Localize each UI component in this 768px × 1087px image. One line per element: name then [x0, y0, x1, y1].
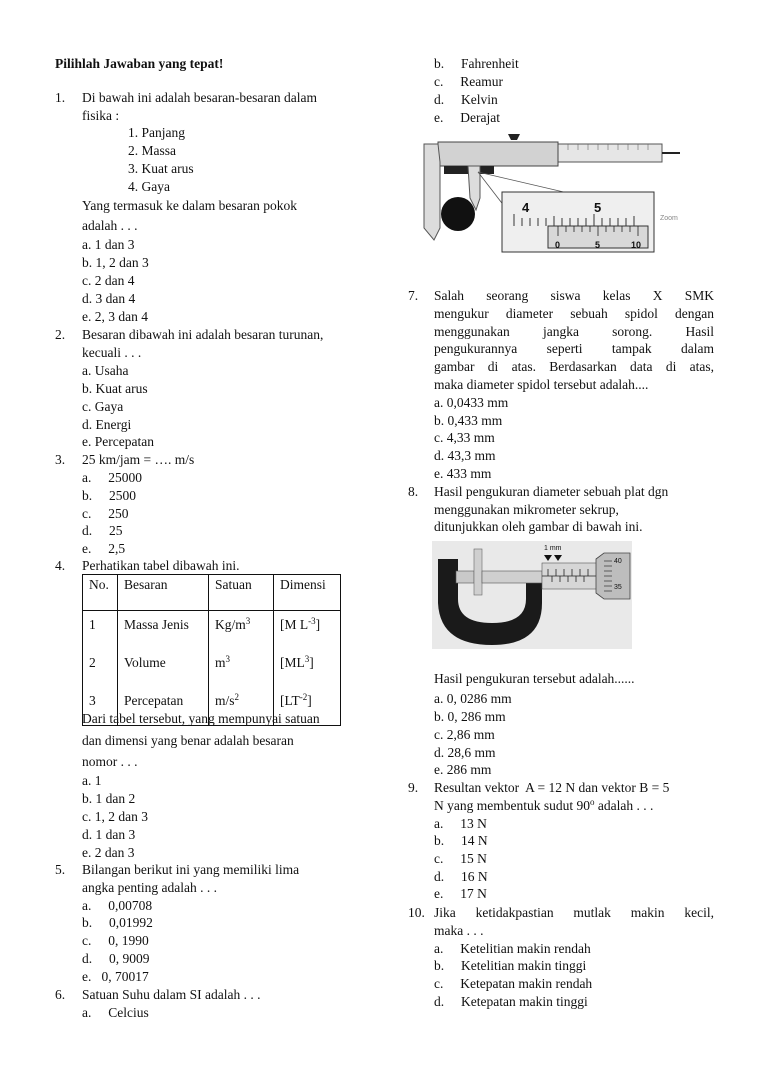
- q9-stem-text: N yang membentuk sudut 90: [434, 798, 590, 813]
- q8-option: c. 2,86 mm: [434, 727, 495, 742]
- dim-exponent: 3: [304, 654, 310, 664]
- q3-option: a. 25000: [82, 470, 142, 485]
- thimble-label: 40: [614, 558, 622, 565]
- q7-option: d. 43,3 mm: [434, 448, 496, 463]
- q9-stem-text: adalah . . .: [594, 798, 654, 813]
- q6-option: e. Derajat: [434, 110, 500, 125]
- dim-base: [M L: [280, 617, 309, 632]
- q10-stem-line2: maka . . .: [434, 923, 484, 938]
- q4-option: b. 1 dan 2: [82, 791, 136, 806]
- table-cell-besaran: [118, 611, 209, 726]
- q1-option: e. 2, 3 dan 4: [82, 309, 148, 324]
- q2-option: b. Kuat arus: [82, 381, 148, 396]
- dim-close: ]: [307, 693, 312, 708]
- q6-option: b. Fahrenheit: [434, 56, 519, 71]
- q3-option: c. 250: [82, 506, 129, 521]
- q10-stem-line1: Jika ketidakpastian mutlak makin kecil,: [434, 905, 714, 920]
- table-header-row: [83, 575, 341, 611]
- q4-option: c. 1, 2 dan 3: [82, 809, 148, 824]
- caliper-slider: [438, 142, 558, 166]
- q9-number: 9.: [408, 780, 419, 795]
- table-header: Satuan: [209, 575, 274, 611]
- q1-item: 3. Kuat arus: [128, 161, 194, 176]
- q8-stem-line2: menggunakan mikrometer sekrup,: [434, 502, 619, 517]
- dim-exponent: -3: [308, 616, 316, 626]
- main-scale-label: 4: [522, 200, 530, 215]
- q4-option: a. 1: [82, 773, 102, 788]
- vernier-label: 0: [555, 240, 561, 250]
- table-cell: [215, 649, 267, 687]
- q5-option: d. 0, 9009: [82, 951, 150, 966]
- dim-exponent: -2: [299, 692, 308, 702]
- q10-option: c. Ketepatan makin rendah: [434, 976, 593, 991]
- micrometer-anvil: [456, 571, 474, 583]
- q7-option: b. 0,433 mm: [434, 413, 503, 428]
- micrometer-plate: [474, 549, 482, 595]
- q5-option: a. 0,00708: [82, 898, 153, 913]
- q2-option: c. Gaya: [82, 399, 124, 414]
- table-cell: [280, 611, 334, 649]
- q7-number: 7.: [408, 288, 419, 303]
- page-heading: Pilihlah Jawaban yang tepat!: [55, 56, 224, 71]
- dimension-table: [82, 574, 341, 726]
- q8-option: d. 28,6 mm: [434, 745, 496, 760]
- q7-option: a. 0,0433 mm: [434, 395, 509, 410]
- thimble-label: 35: [614, 584, 622, 591]
- q7-option: e. 433 mm: [434, 466, 492, 481]
- q3-number: 3.: [55, 452, 66, 467]
- q6-option: d. Kelvin: [434, 92, 498, 107]
- q5-option: e. 0, 70017: [82, 969, 149, 984]
- q2-stem-line2: kecuali . . .: [82, 345, 142, 360]
- unit-exponent: 2: [234, 692, 240, 702]
- q1-item: 1. Panjang: [128, 125, 185, 140]
- q5-option: b. 0,01992: [82, 915, 153, 930]
- table-header: Besaran: [118, 575, 209, 611]
- table-cell-no: [83, 611, 118, 726]
- unit-base: m: [215, 655, 226, 670]
- q9-option: e. 17 N: [434, 886, 487, 901]
- q2-option: a. Usaha: [82, 363, 129, 378]
- q10-option: d. Ketepatan makin tinggi: [434, 994, 588, 1009]
- table-header: No.: [83, 575, 118, 611]
- q9-option: a. 13 N: [434, 816, 487, 831]
- q4-stem: Perhatikan tabel dibawah ini.: [82, 558, 240, 573]
- table-cell: Percepatan: [124, 693, 184, 708]
- table-cell: Massa Jenis: [124, 617, 189, 632]
- q8-after: Hasil pengukuran tersebut adalah......: [434, 671, 635, 686]
- q2-option: d. Energi: [82, 417, 132, 432]
- q10-option: b. Ketelitian makin tinggi: [434, 958, 587, 973]
- spidol-circle: [441, 197, 475, 231]
- micrometer-figure: [432, 541, 632, 649]
- q8-option: e. 286 mm: [434, 762, 492, 777]
- micrometer-thimble: [596, 553, 630, 599]
- vernier-label: 10: [631, 240, 642, 250]
- dim-close: ]: [315, 617, 321, 632]
- q5-stem-line1: Bilangan berikut ini yang memiliki lima: [82, 862, 300, 877]
- table-cell: 1: [89, 617, 96, 632]
- unit-base: Kg/m: [215, 617, 246, 632]
- q2-option: e. Percepatan: [82, 434, 154, 449]
- q1-stem-line1: Di bawah ini adalah besaran-besaran dalam: [82, 90, 318, 105]
- q2-number: 2.: [55, 327, 66, 342]
- q5-stem-line2: angka penting adalah . . .: [82, 880, 217, 895]
- q8-number: 8.: [408, 484, 419, 499]
- micrometer-spindle: [482, 571, 542, 583]
- q7-stem-line: menggunakan jangka sorong. Hasil: [434, 324, 714, 339]
- q4-after-line3: nomor . . .: [82, 754, 138, 769]
- q8-stem-line3: ditunjukkan oleh gambar di bawah ini.: [434, 519, 643, 534]
- table-body-row: [83, 611, 341, 726]
- q4-number: 4.: [55, 558, 66, 573]
- table-cell: Volume: [124, 655, 166, 670]
- dim-close: ]: [309, 655, 314, 670]
- q7-stem-line: maka diameter spidol tersebut adalah....: [434, 377, 649, 392]
- q4-after-line1: Dari tabel tersebut, yang mempunyai satuan: [82, 711, 320, 726]
- q7-stem-line: pengukurannya seperti tampak dalam: [434, 341, 714, 356]
- q8-stem-line1: Hasil pengukuran diameter sebuah plat dgn: [434, 484, 669, 499]
- q1-item: 4. Gaya: [128, 179, 170, 194]
- unit-exponent: 3: [225, 654, 231, 664]
- q1-after-line1: Yang termasuk ke dalam besaran pokok: [82, 198, 297, 213]
- q10-option: a. Ketelitian makin rendah: [434, 941, 591, 956]
- q7-stem-line: gambar di atas. Berdasarkan data di atas,: [434, 359, 714, 374]
- q6-stem: Satuan Suhu dalam SI adalah . . .: [82, 987, 261, 1002]
- q7-stem-line: mengukur diameter sebuah spidol dengan: [434, 306, 714, 321]
- q1-stem-line2: fisika :: [82, 108, 120, 123]
- q3-option: d. 25: [82, 523, 123, 538]
- vernier-caliper-figure: [418, 128, 690, 266]
- q1-after-line2: adalah . . .: [82, 218, 138, 233]
- main-scale-label: 5: [594, 200, 602, 215]
- q4-option: e. 2 dan 3: [82, 845, 135, 860]
- q7-option: c. 4,33 mm: [434, 430, 495, 445]
- dim-base: [ML: [280, 655, 305, 670]
- q4-option: d. 1 dan 3: [82, 827, 136, 842]
- q3-option: b. 2500: [82, 488, 136, 503]
- dim-base: [LT: [280, 693, 300, 708]
- q3-option: e. 2,5: [82, 541, 126, 556]
- table-cell: [215, 611, 267, 649]
- q9-option: c. 15 N: [434, 851, 487, 866]
- q1-option: b. 1, 2 dan 3: [82, 255, 149, 270]
- q6-option: c. Reamur: [434, 74, 503, 89]
- q8-option: b. 0, 286 mm: [434, 709, 506, 724]
- vernier-label: 5: [595, 240, 601, 250]
- q7-stem-line: Salah seorang siswa kelas X SMK: [434, 288, 714, 303]
- q5-option: c. 0, 1990: [82, 933, 149, 948]
- caliper-knob: [508, 134, 520, 140]
- table-cell-satuan: [209, 611, 274, 726]
- q4-after-line2: dan dimensi yang benar adalah besaran: [82, 733, 294, 748]
- unit-base: m/s: [215, 693, 235, 708]
- q1-option: a. 1 dan 3: [82, 237, 135, 252]
- micrometer-mm-label: 1 mm: [544, 545, 562, 552]
- q9-stem-line2: [434, 798, 653, 814]
- zoom-label: Zoom: [660, 215, 678, 222]
- fixed-jaw: [424, 144, 440, 240]
- q2-stem-line1: Besaran dibawah ini adalah besaran turunan,: [82, 327, 324, 342]
- q9-option: b. 14 N: [434, 833, 488, 848]
- degree-sup: o: [589, 797, 595, 807]
- table-cell: [280, 649, 334, 687]
- q8-option: a. 0, 0286 mm: [434, 691, 512, 706]
- q5-number: 5.: [55, 862, 66, 877]
- table-cell: 3: [89, 693, 96, 708]
- q6-option: a. Celcius: [82, 1005, 149, 1020]
- q10-number: 10.: [408, 905, 425, 920]
- table-header: Dimensi: [274, 575, 341, 611]
- q3-stem: 25 km/jam = …. m/s: [82, 452, 195, 467]
- q1-item: 2. Massa: [128, 143, 176, 158]
- q1-option: d. 3 dan 4: [82, 291, 136, 306]
- q9-option: d. 16 N: [434, 869, 488, 884]
- table-cell: 2: [89, 655, 96, 670]
- q6-number: 6.: [55, 987, 66, 1002]
- q9-stem-line1: Resultan vektor A = 12 N dan vektor B = 5: [434, 780, 670, 795]
- unit-exponent: 3: [245, 616, 251, 626]
- q1-option: c. 2 dan 4: [82, 273, 135, 288]
- q1-number: 1.: [55, 90, 66, 105]
- table-cell-dimensi: [274, 611, 341, 726]
